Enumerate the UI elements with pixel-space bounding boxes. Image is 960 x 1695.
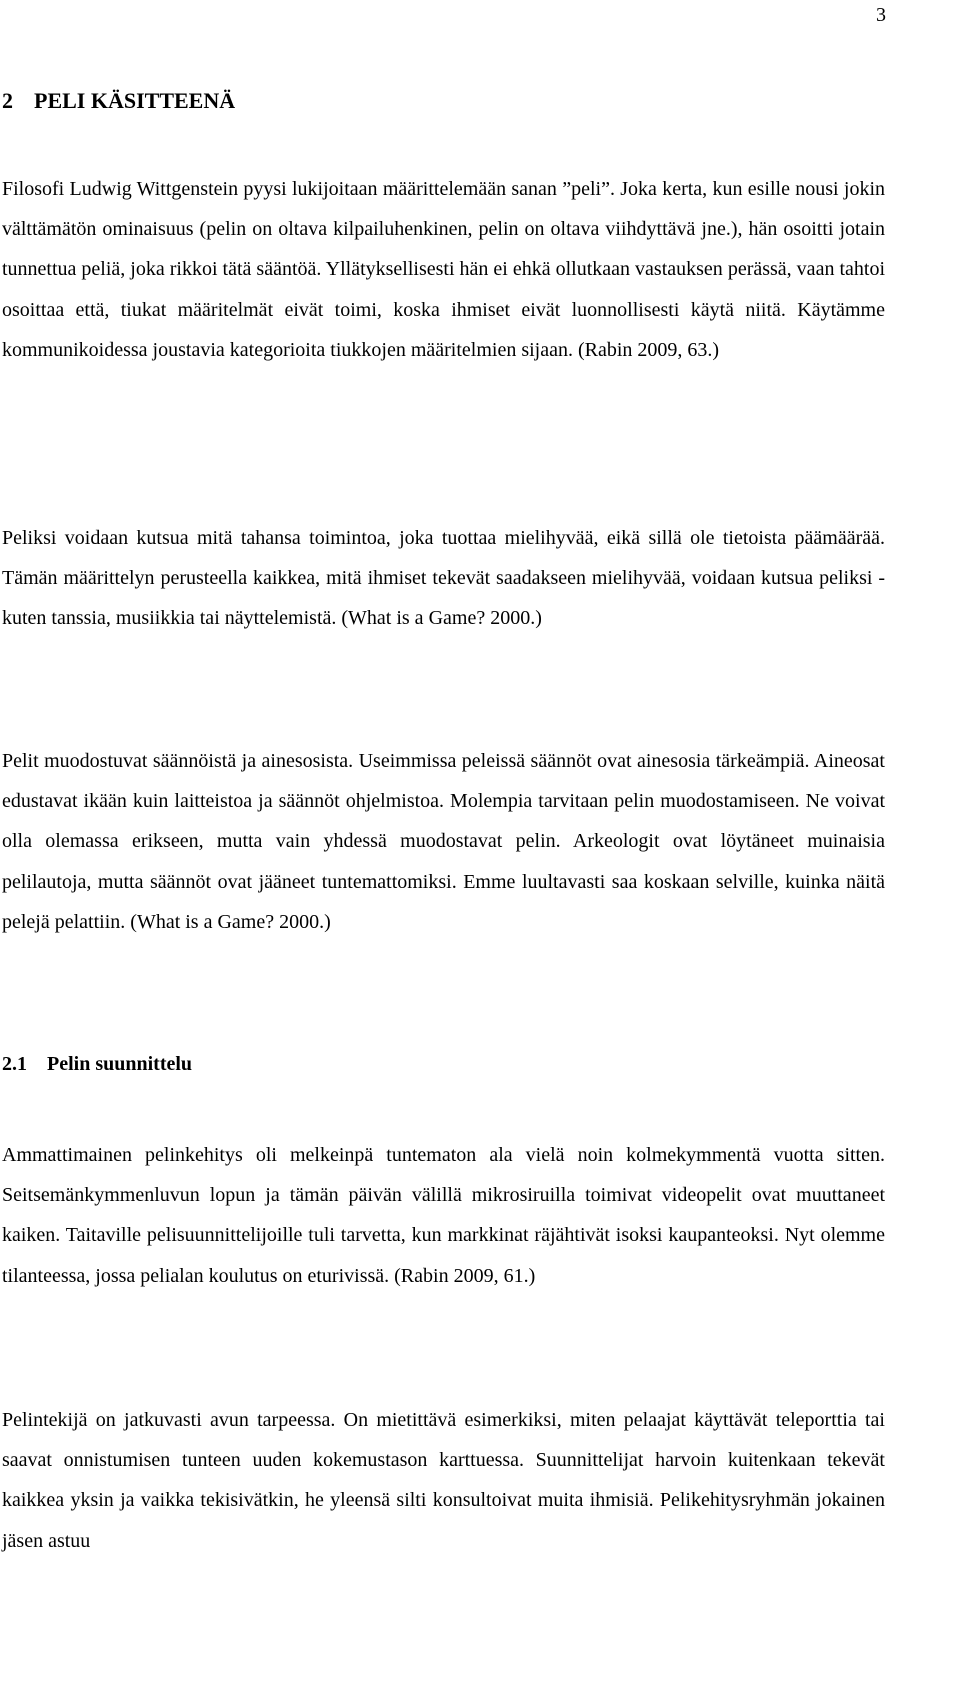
paragraph-4: Ammattimainen pelinkehitys oli melkeinpä tuntematon ala vielä noin kolmekymmentä vuotta sitten. Seitsemänkymmenluvun lopun ja tämän päivän välillä mikrosiruilla toimivat videopelit ovat muuttaneet kaiken. Taitaville pelisuunnittelijoille tuli tarvetta, kun markkinat räjähtivät isoksi kaupanteoksi. Nyt olemme tilanteessa, jossa pelialan koulutus on eturivissä. (Rabin 2009, 61.): [2, 1144, 885, 1287]
section-title: PELI KÄSITTEENÄ: [34, 88, 236, 113]
paragraph-3: Pelit muodostuvat säännöistä ja ainesosista. Useimmissa peleissä säännöt ovat ainesosia tärkeämpiä. Aineosat edustavat ikään kuin laitteistoa ja säännöt ohjelmistoa. Molempia tarvitaan pelin muodostamiseen. Ne voivat olla olemassa erikseen, mutta vain yhdessä muodostavat pelin. Arkeologit ovat löytäneet muinaisia pelilautoja, mutta säännöt ovat jääneet tuntemattomiksi. Emme luultavasti saa koskaan selville, kuinka näitä pelejä pelattiin. (What is a Game? 2000.): [2, 750, 885, 933]
paragraph-2: Peliksi voidaan kutsua mitä tahansa toimintoa, joka tuottaa mielihyvää, eikä sillä ole tietoista päämäärää. Tämän määrittelyn perusteella kaikkea, mitä ihmiset tekevät saadakseen mielihyvää, voidaan kutsua peliksi - kuten tanssia, musiikkia tai näyttelemistä. (What is a Game? 2000.): [2, 527, 885, 630]
paragraph-5: Pelintekijä on jatkuvasti avun tarpeessa. On mietittävä esimerkiksi, miten pelaajat käyttävät teleporttia tai saavat onnistumisen tunteen uuden kokemustason karttuessa. Suunnittelijat harvoin kuitenkaan tekevät kaikkea yksin ja vaikka tekisivätkin, he yleensä silti konsultoivat muita ihmisiä. Pelikehitysryhmän jokainen jäsen astuu: [2, 1409, 885, 1552]
section-number: 2: [2, 88, 13, 113]
page-number: 3: [876, 4, 886, 26]
subsection-heading: [2, 1053, 192, 1076]
section-heading: [2, 88, 235, 114]
subsection-title: Pelin suunnittelu: [47, 1053, 193, 1075]
paragraph-1: Filosofi Ludwig Wittgenstein pyysi lukijoitaan määrittelemään sanan ”peli”. Joka kerta, kun esille nousi jokin välttämätön ominaisuus (pelin on oltava kilpailuhenkinen, pelin on oltava viihdyttävä jne.), hän osoitti jotain tunnettua peliä, joka rikkoi tätä sääntöä. Yllätyksellisesti hän ei ehkä ollutkaan vastauksen perässä, vaan tahtoi osoittaa että, tiukat määritelmät eivät toimi, koska ihmiset eivät luonnollisesti käytä niitä. Käytämme kommunikoidessa joustavia kategorioita tiukkojen määritelmien sijaan. (Rabin 2009, 63.): [2, 178, 885, 361]
subsection-number: 2.1: [2, 1053, 27, 1075]
